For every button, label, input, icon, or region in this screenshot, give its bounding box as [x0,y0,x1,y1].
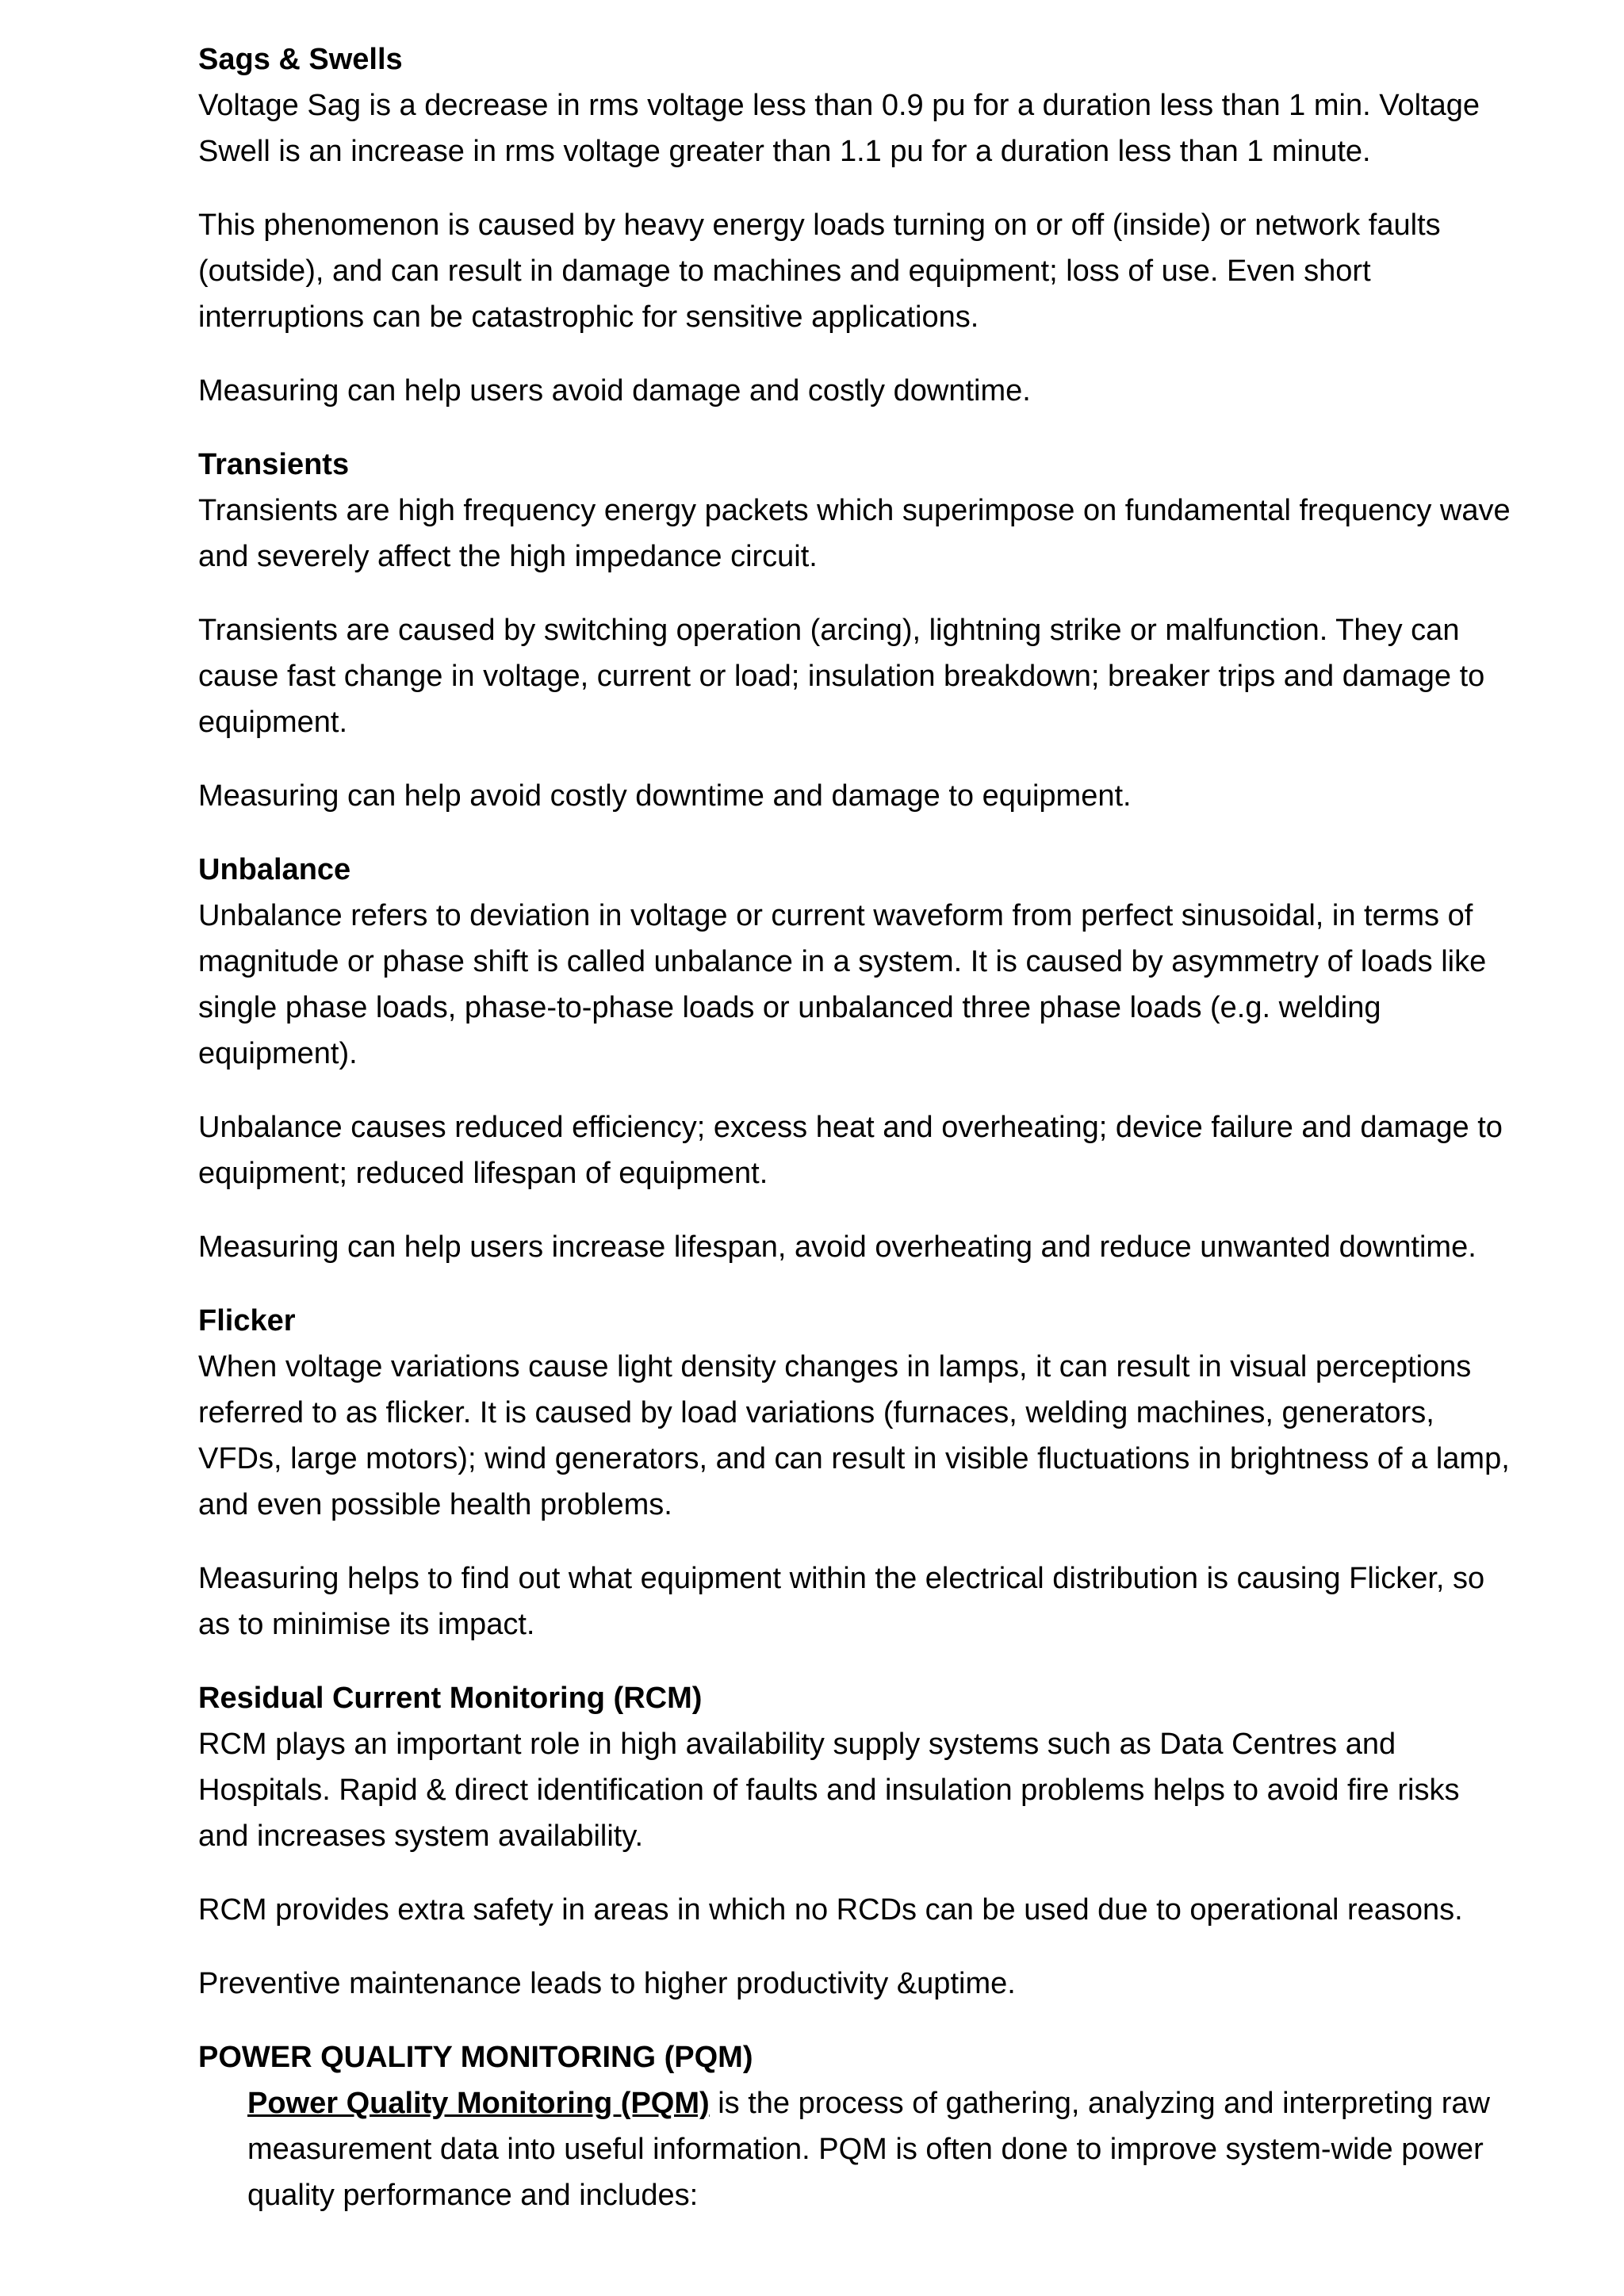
section-title: Sags & Swells [198,43,403,76]
section-title: Unbalance [198,853,351,886]
section-unbalance [198,847,1515,1270]
paragraph: RCM plays an important role in high availability supply systems such as Data Centres and Hospitals. Rapid & direct identification of faults and insulation problems helps to avoid fire risks and increases system availability. [198,1728,1460,1853]
section-title: POWER QUALITY MONITORING (PQM) [198,2041,753,2074]
section-transients [198,442,1515,819]
paragraph: Transients are caused by switching operation (arcing), lightning strike or malfunction. They can cause fast change in voltage, current or load; insulation breakdown; breaker trips and damage to equipment. [198,614,1485,739]
section-title: Flicker [198,1304,296,1337]
section-sags-swells [198,36,1515,414]
paragraph: Unbalance refers to deviation in voltage or current waveform from perfect sinusoidal, in terms of magnitude or phase shift is called unbalance in a system. It is caused by asymmetry of loads like single phase loads, phase-to-phase loads or unbalanced three phase loads (e.g. welding equipment). [198,899,1487,1070]
section-flicker [198,1298,1515,1647]
paragraph: When voltage variations cause light density changes in lamps, it can result in visual perceptions referred to as flicker. It is caused by load variations (furnaces, welding machines, generators, VFDs, large motors); wind generators, and can result in visible fluctuations in brightness of a lamp, and even possible health problems. [198,1350,1510,1521]
paragraph: Measuring can help users avoid damage and costly downtime. [198,374,1031,408]
paragraph: Measuring can help avoid costly downtime and damage to equipment. [198,779,1132,813]
paragraph: This phenomenon is caused by heavy energy loads turning on or off (inside) or network faults (outside), and can result in damage to machines and equipment; loss of use. Even short interruptions can be catastrophic for sensitive applications. [198,209,1441,334]
paragraph: Transients are high frequency energy packets which superimpose on fundamental frequency wave and severely affect the high impedance circuit. [198,494,1511,573]
section-pqm [198,2034,1515,2218]
paragraph [247,2080,1515,2218]
pqm-body-text: is the process of gathering, analyzing and interpreting raw measurement data into useful information. PQM is often done to improve system-wide power quality performance and includes: [247,2087,1491,2212]
document-page [198,36,1515,2246]
section-title: Transients [198,448,350,481]
paragraph: RCM provides extra safety in areas in which no RCDs can be used due to operational reasons. [198,1893,1463,1927]
paragraph: Measuring helps to find out what equipment within the electrical distribution is causing Flicker, so as to minimise its impact. [198,1562,1485,1641]
paragraph: Preventive maintenance leads to higher productivity &uptime. [198,1967,1016,2000]
pqm-link[interactable]: Power Quality Monitoring (PQM) [247,2087,710,2120]
section-title: Residual Current Monitoring (RCM) [198,1682,703,1715]
paragraph: Measuring can help users increase lifespan, avoid overheating and reduce unwanted downtime. [198,1230,1477,1264]
section-rcm [198,1675,1515,2007]
paragraph: Voltage Sag is a decrease in rms voltage less than 0.9 pu for a duration less than 1 min. Voltage Swell is an increase in rms voltage greater than 1.1 pu for a duration less than 1 minute. [198,89,1480,168]
paragraph: Unbalance causes reduced efficiency; excess heat and overheating; device failure and damage to equipment; reduced lifespan of equipment. [198,1111,1503,1190]
